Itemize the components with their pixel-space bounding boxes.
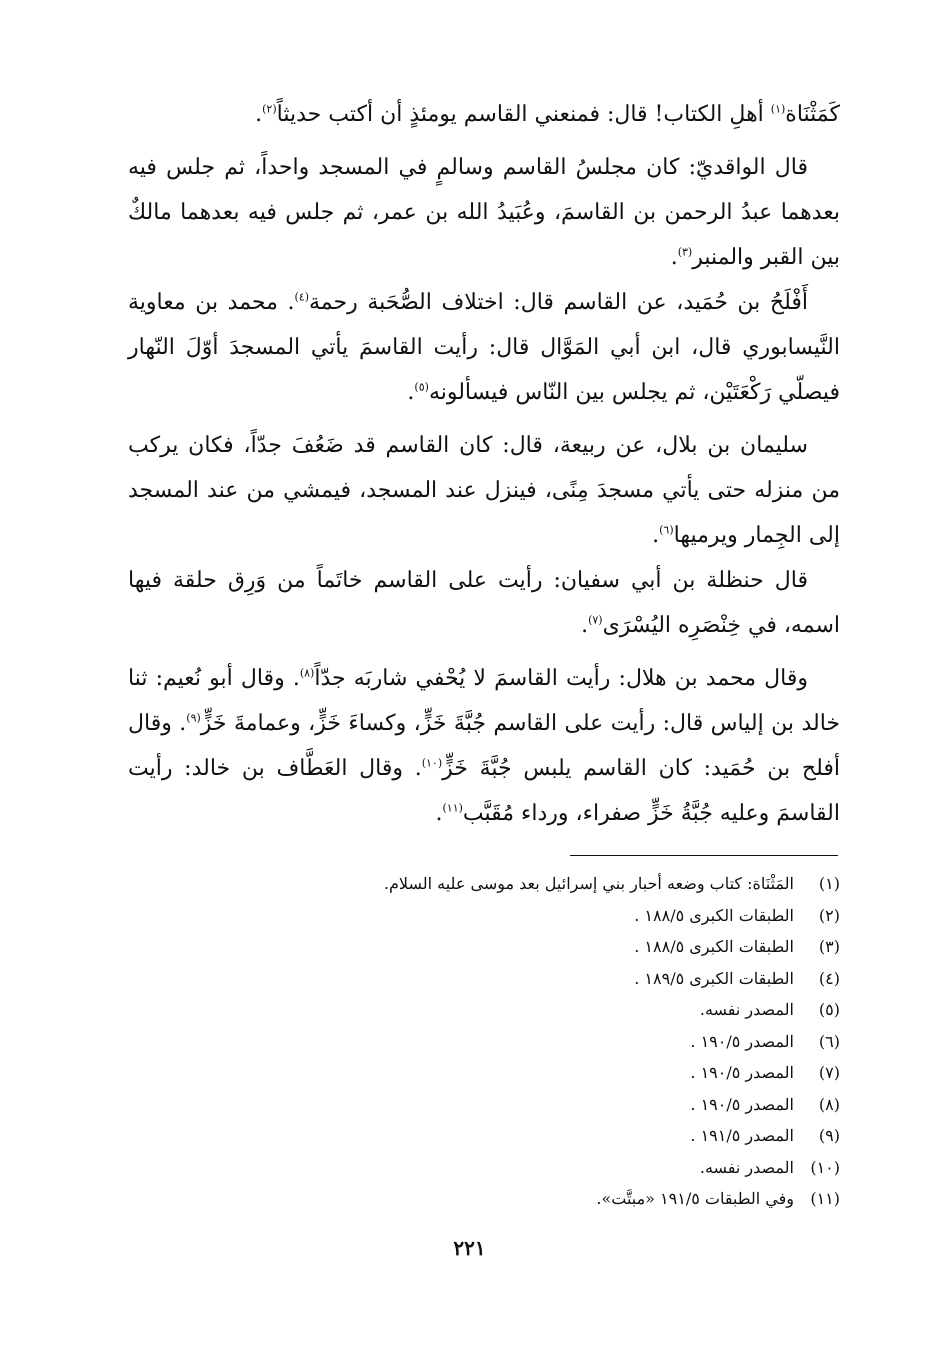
footnote-text: الطبقات الكبرى ١٨٨/٥ .	[634, 937, 794, 956]
footnote-separator	[570, 855, 838, 856]
footnote-ref: (١١)	[442, 801, 463, 815]
paragraph-text: سليمان بن بلال، عن ربيعة، قال: كان القاسم قد ضَعُفَ جدّاً، فكان يركب من منزله حتى يأتي مسجدَ مِنًى، فينزل عند المسجد، فيمشي من عند المسجد إلى الجِمار ويرميها	[128, 433, 840, 548]
paragraph-text: .	[670, 245, 678, 270]
paragraph-1	[128, 92, 840, 137]
footnote-text: الطبقات الكبرى ١٨٨/٥ .	[634, 905, 794, 925]
footnote	[300, 1120, 840, 1152]
footnote-ref: (١٠)	[421, 756, 443, 770]
footnote-number: (٩)	[818, 1126, 840, 1145]
footnote	[300, 963, 840, 995]
footnote	[300, 1089, 840, 1121]
paragraph-text: قال الواقديّ: كان مجلسُ القاسم وسالمٍ في المسجد واحداً، ثم جلس فيه بعدهما عبدُ الرحمن بن القاسمَ، وعُبَيدُ الله بن عمر، ثم جلس فيه بعدهما مالكٌ بين القبر والمنبر	[128, 155, 840, 270]
footnote-text: المصدر ١٩٠/٥ .	[690, 1063, 794, 1082]
paragraph-3	[128, 280, 840, 415]
footnote-number: (٧)	[818, 1063, 840, 1082]
paragraph-text: وقال محمد بن هلال: رأيت القاسمَ لا يُحْفي شاربَه جدّاً	[314, 666, 808, 691]
footnote-ref: (٢)	[262, 102, 277, 116]
footnote-ref: (٦)	[659, 523, 674, 537]
paragraph-6	[128, 656, 840, 836]
footnote-text: المَثْنَاة: كتاب وضعه أحبار بني إسرائيل بعد موسى عليه السلام.	[383, 874, 794, 893]
paragraph-text: .	[407, 380, 415, 405]
footnote-text: المصدر نفسه.	[699, 1000, 794, 1019]
footnote	[300, 994, 840, 1026]
footnote	[300, 1152, 840, 1184]
paragraph-text: كَمَثْنَاة	[785, 102, 840, 127]
footnote-ref: (٩)	[186, 711, 201, 725]
footnote-number: (٦)	[818, 1031, 840, 1051]
footnote-ref: (٧)	[588, 613, 603, 627]
footnote-ref: (٤)	[294, 290, 310, 304]
main-text	[128, 92, 840, 836]
footnote-number: (٣)	[818, 937, 840, 956]
footnote	[300, 868, 840, 900]
footnote-text: المصدر ١٩١/٥ .	[690, 1126, 794, 1145]
footnotes	[300, 868, 840, 1215]
footnote-number: (٢)	[818, 905, 840, 925]
footnote-ref: (٨)	[299, 666, 315, 680]
paragraph-2	[128, 145, 840, 280]
footnote	[300, 1183, 840, 1215]
footnote-ref: (٥)	[414, 380, 429, 394]
footnote-number: (١٠)	[810, 1157, 840, 1177]
footnote	[300, 931, 840, 963]
paragraph-text: أهلِ الكتاب! قال: فمنعني القاسم يومئذٍ أن أكتب حديثاً	[276, 102, 771, 127]
paragraph-text: .	[581, 613, 589, 638]
footnote-text: وفي الطبقات ١٩١/٥ «مبتَّت».	[596, 1189, 794, 1208]
footnote-number: (٥)	[818, 1000, 840, 1019]
paragraph-text: .	[435, 801, 443, 826]
footnote-text: الطبقات الكبرى ١٨٩/٥ .	[634, 968, 794, 988]
paragraph-text: .	[652, 523, 660, 548]
footnote	[300, 900, 840, 932]
paragraph-text: . وقال العَطَّاف بن خالد: رأيت القاسمَ وعليه جُبَّةُ خَزٍّ صفراء، ورداء مُقَبَّب	[128, 756, 840, 826]
footnote-number: (١١)	[810, 1189, 840, 1208]
paragraph-text: قال حنظلة بن أبي سفيان: رأيت على القاسم خاتَماً من وَرِق حلقة فيها اسمه، في خِنْصَرِه اليُسْرَى	[128, 568, 840, 638]
footnote-number: (٤)	[818, 968, 840, 988]
footnote	[300, 1057, 840, 1089]
footnote	[300, 1026, 840, 1058]
footnote-ref: (٣)	[677, 245, 693, 259]
footnote-text: المصدر ١٩٠/٥ .	[690, 1031, 794, 1051]
paragraph-4	[128, 423, 840, 558]
page-number: ٢٢١	[453, 1236, 486, 1260]
footnote-ref: (١)	[770, 102, 786, 116]
paragraph-text: .	[255, 102, 263, 127]
footnote-text: المصدر ١٩٠/٥ .	[690, 1094, 794, 1114]
footnote-number: (٨)	[818, 1094, 840, 1114]
footnote-number: (١)	[818, 874, 840, 893]
footnote-text: المصدر نفسه.	[699, 1157, 794, 1177]
paragraph-5	[128, 558, 840, 648]
paragraph-text: . محمد بن معاوية النَّيسابوري قال، ابن أبي المَوَّال قال: رأيت القاسمَ يأتي المسجدَ أوّلَ النّهار فيصلّي رَكْعَتَيْن، ثم يجلس بين النّاس فيسألونه	[128, 290, 840, 405]
paragraph-text: . وقال أبو نُعيم: ثنا خالد بن إلياس قال: رأيت على القاسم جُبَّةَ خَزٍّ، وكساءَ خَزٍّ، وعمامةَ خَزٍّ	[128, 666, 840, 736]
paragraph-text: أَفْلَحُ بن حُمَيد، عن القاسم قال: اختلاف الصُّحَبة رحمة	[309, 290, 808, 315]
paragraph-text: . وقال أفلح بن حُمَيد: كان القاسم يلبس جُبَّةَ خَزٍّ	[128, 711, 840, 781]
